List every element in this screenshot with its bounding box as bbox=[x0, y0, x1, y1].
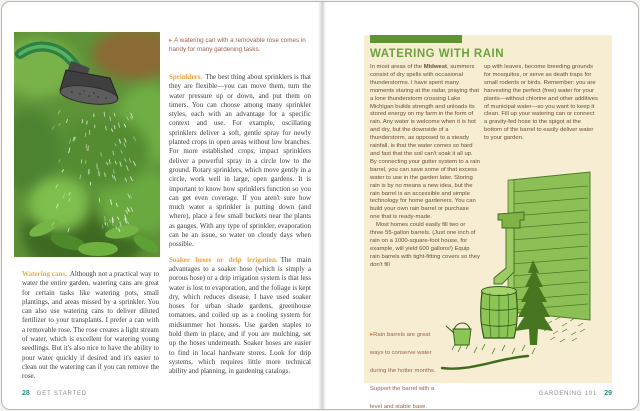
caption-arrow-icon: ▸ bbox=[370, 331, 374, 338]
rain-barrel-illustration bbox=[440, 170, 612, 383]
page-gutter bbox=[318, 2, 326, 409]
spread-pages bbox=[1, 1, 639, 410]
left-page-footer bbox=[22, 390, 87, 397]
watering-cans-lead: Watering cans. bbox=[22, 270, 67, 278]
right-page-number: 29 bbox=[604, 390, 612, 397]
left-page-right-column bbox=[169, 73, 311, 385]
watering-can-photo-art bbox=[14, 32, 160, 257]
watering-cans-paragraph bbox=[22, 270, 159, 382]
sidebar-col1-text-pre: In most areas of the bbox=[370, 64, 424, 70]
soaker-paragraph bbox=[169, 256, 311, 377]
watering-cans-body: Although not a practical way to water the entire garden, watering cans are great for certain tasks like watering pots, small plantings, and areas missed by a sprinkler. You can also use watering cans to deliver diluted fertilizer to your transplants. I prefer a can with a removable rose. The rose creates a light stream of water, which is excellent for watering young seedlings. But it's also nice to have the ability to pour water quickly if desired and it's easier to clean out the watering can if you can remove the rose. bbox=[22, 270, 159, 381]
left-page-number: 28 bbox=[22, 390, 30, 397]
photo-caption bbox=[169, 37, 309, 54]
watering-can-photo bbox=[14, 32, 160, 257]
rain-barrel-caption bbox=[370, 323, 436, 410]
caption-arrow-icon: ▸ bbox=[169, 37, 173, 45]
sidebar-col1-text-bold: Midwest bbox=[423, 64, 447, 70]
rain-barrel-caption-text: Rain barrels are great ways to conserve water during the hotter months. Support the barrel with a level and stable base. bbox=[370, 332, 436, 410]
sprinklers-paragraph bbox=[169, 73, 311, 250]
sidebar-title: WATERING WITH RAIN bbox=[370, 48, 504, 60]
sprinklers-body: The best thing about sprinklers is that they are flexible—you can move them, turn the water pressure up or down, and put them on timers. You can choose among many sprinkler styles, each with an advantage for a specific context and use. For example, oscillating sprinklers deliver a soft, gentle spray for newly planted crops in open areas without low branches. For more established crops, impact sprinklers deliver a powerful spray in a circle low to the ground. Rotary sprinklers, which move gently in a circle, work well in large, open gardens. It is important to know how sprinklers function so you can get even coverage. If you aren't sure how much water a sprinkler is putting down (and where), place a few small buckets near the plants as gauges. With any type of sprinkler, evaporation can be an issue, so water on cloudy days when possible. bbox=[169, 73, 311, 249]
sidebar-col2-paragraph: up with leaves, become breeding grounds for mosquitos, or serve as death traps for small rodents or birds. Remember: you are harvesting the perfect (free) water for your plants—without chlorine and other additives of municipal water—so you want to keep it clean. Fill up your watering can or connect a gravity-fed hose to the spigot at the bottom of the barrel to easily deliver water to your garden. bbox=[484, 64, 598, 142]
sidebar-col1-text-post: , summers consist of dry spells with occasional thunderstorms. I have spent many moments staring at the radar, praying that a lone thunderstorm crossing Lake Michigan builds strength and unloads its stored energy on my farm in the form of rain. Any water is welcome when it is hot and dry, but the downside of a thunderstorm, as opposed to a steady rainfall, is that the water comes so hard and fast that the soil can't soak it all up. By connecting your gutter system to a rain barrel, you can save some of that excess water to use in the garden later. Storing rain is by no means a new idea, but the rain barrel is an accessible and simple technology for home gardeners. You can build your own rain barrel or purchase one that is ready-made. bbox=[370, 64, 481, 221]
right-page-footer bbox=[482, 390, 612, 397]
sidebar-column-2 bbox=[484, 64, 598, 143]
right-section-label: GARDENING 101 bbox=[538, 391, 598, 397]
sprinklers-lead: Sprinklers. bbox=[169, 73, 203, 81]
sidebar-accent-bar bbox=[370, 35, 462, 43]
soaker-lead: Soaker hoses or drip irrigation. bbox=[169, 255, 278, 264]
left-section-label: GET STARTED bbox=[36, 391, 87, 397]
soaker-body: The main advantages to a soaker hose (which is simply a porous hose) or a drip irrigation system is that less water is lost to evaporation, and the foliage is kept dry, which reduces disease. I have used soaker hoses for urban shade gardens, greenhouse tomatoes, and coiled up as a cooling system for midsummer hot houses. Use garden staples to hold them in place, and if you are mulching, set up the hoses underneath. Soaker hoses are easier to find in local hardware stores. Look for drip systems, which requires little more technical ability and planning, in gardening catalogs. bbox=[169, 255, 311, 376]
left-page-left-column bbox=[22, 270, 159, 388]
sidebar-col1-paragraph-2: Most homes could easily fill two or three 55-gallon barrels. (Just one inch of rain on a 1000-square-foot house, for example, will yield 600 gallons!) Equip rain barrels with tight-fitting covers so they don't fill bbox=[370, 222, 481, 268]
photo-caption-text: A watering can with a removable rose comes in handy for many gardening tasks. bbox=[169, 37, 306, 53]
